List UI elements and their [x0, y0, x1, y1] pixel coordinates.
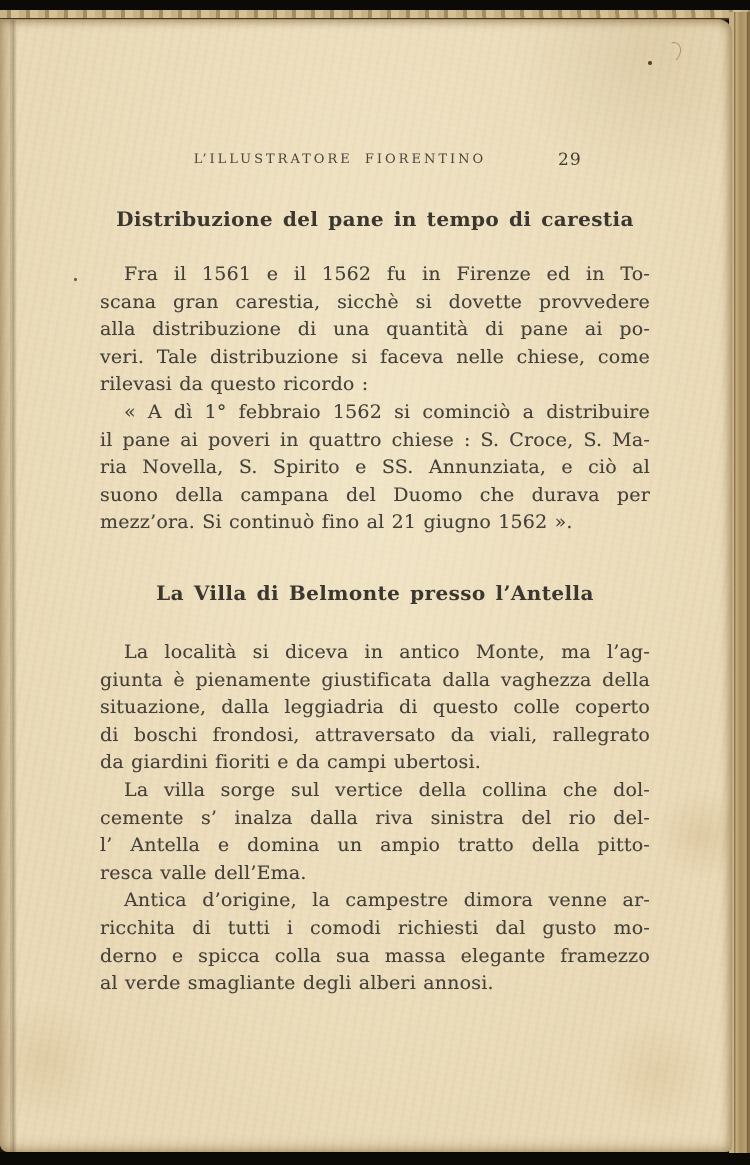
text-line: situazione, dalla leggiadria di questo colle coperto — [100, 696, 650, 719]
ink-speck-small — [74, 278, 77, 281]
text-line: da giardini fioriti e da campi ubertosi. — [100, 751, 481, 774]
text-line: mezz’ora. Si continuò fino al 21 giugno 1562 ». — [100, 511, 573, 534]
ink-speck — [648, 61, 652, 65]
running-header — [100, 152, 650, 174]
text-line: ria Novella, S. Spirito e SS. Annunziata, e ciò al — [100, 456, 650, 479]
paragraph — [100, 399, 650, 537]
text-line: Antica d’origine, la campestre dimora venne ar- — [124, 889, 650, 912]
text-line: alla distribuzione di una quantità di pane ai po- — [100, 318, 650, 341]
text-line: suono della campana del Duomo che durava per — [100, 483, 650, 506]
text-line: ricchita di tutti i comodi richiesti dal gusto mo- — [100, 916, 650, 939]
text-line: scana gran carestia, sicchè si dovette provvedere — [100, 290, 650, 313]
text-line: cemente s’ inalza dalla riva sinistra del rio del- — [100, 806, 650, 829]
text-line: La località si diceva in antico Monte, ma l’ag- — [124, 641, 650, 663]
text-line: Fra il 1561 e il 1562 fu in Firenze ed in To- — [124, 263, 650, 285]
text-line: l’ Antella e domina un ampio tratto della pitto- — [100, 834, 650, 857]
text-line: La villa sorge sul vertice della collina che dol- — [124, 778, 650, 801]
book-page — [0, 19, 732, 1152]
text-line: di boschi frondosi, attraversato da viali, rallegrato — [100, 723, 650, 746]
text-line: resca valle dell’Ema. — [100, 861, 307, 884]
paper-mark — [663, 40, 684, 63]
page-number: 29 — [558, 150, 582, 170]
text-line: « A dì 1° febbraio 1562 si cominciò a distribuire — [124, 400, 650, 423]
section-heading-distribuzione: Distribuzione del pane in tempo di carestia — [116, 207, 634, 231]
text-line: al verde smagliante degli alberi annosi. — [100, 972, 494, 995]
text-line: rilevasi da questo ricordo : — [100, 373, 369, 396]
paragraph — [100, 261, 650, 399]
running-header-title: L’ILLUSTRATORE FIORENTINO — [193, 152, 487, 167]
paragraph — [100, 887, 650, 997]
section-paragraphs — [100, 639, 650, 998]
text-line: il pane ai poveri in quattro chiese : S. Croce, S. Ma- — [100, 428, 650, 451]
page-edge-stack — [729, 12, 750, 1153]
section-heading-villa-belmonte: La Villa di Belmonte presso l’Antella — [156, 581, 594, 605]
text-line: giunta è pienamente giustificata dalla vaghezza della — [100, 668, 650, 691]
section-paragraphs — [100, 261, 650, 537]
text-line: veri. Tale distribuzione si faceva nelle chiese, come — [100, 345, 650, 368]
text-line: derno e spicca colla sua massa elegante framezzo — [100, 944, 650, 967]
gutter-crease — [10, 20, 17, 1152]
paragraph — [100, 639, 650, 777]
paragraph — [100, 777, 650, 887]
